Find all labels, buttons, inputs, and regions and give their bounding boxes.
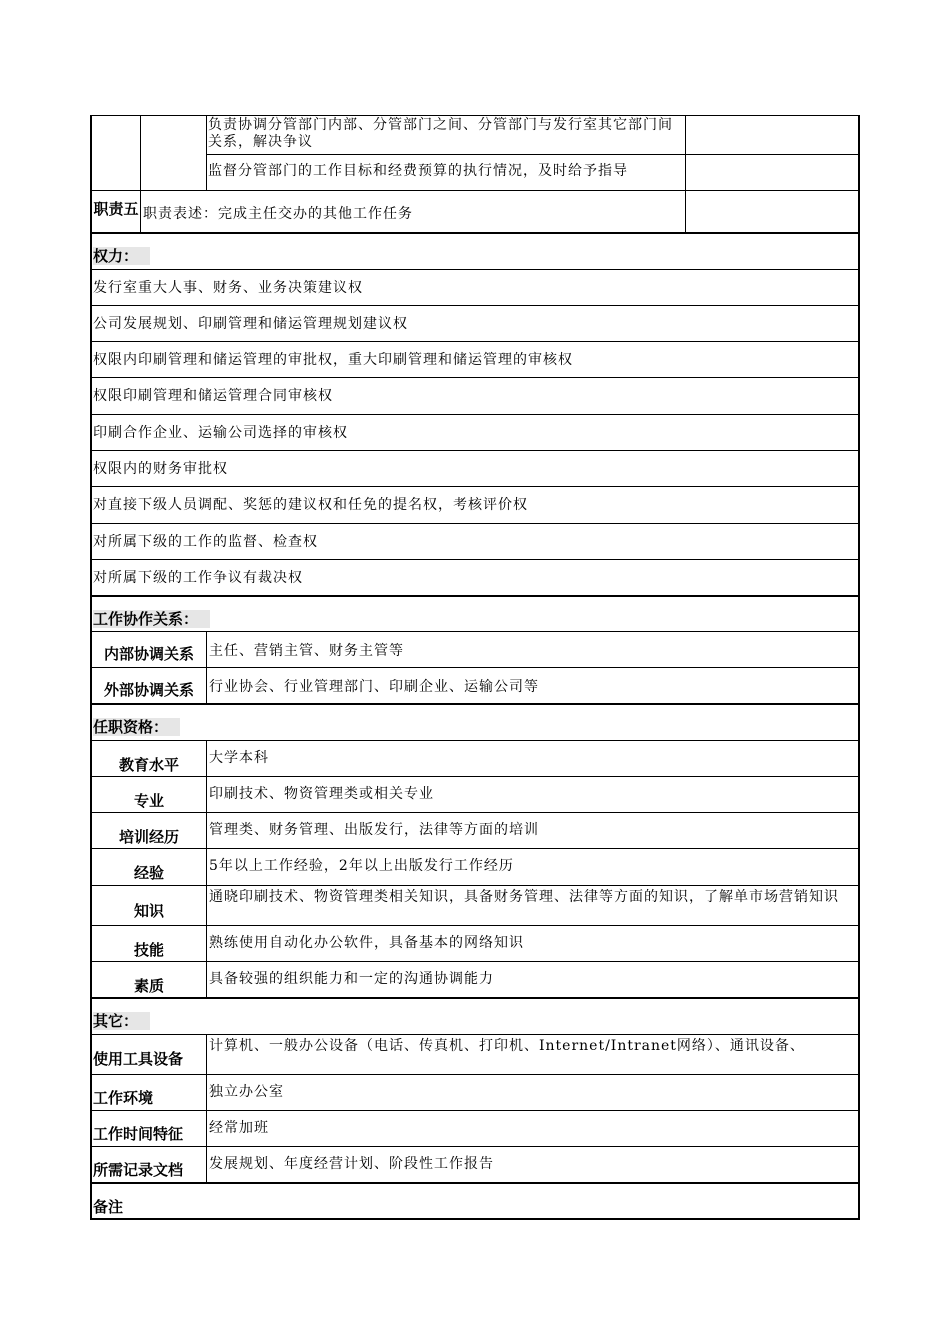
qualification-row bbox=[90, 962, 860, 997]
other-row bbox=[90, 1147, 860, 1182]
power-item bbox=[90, 316, 860, 336]
duty-row bbox=[90, 117, 860, 154]
row-divider bbox=[90, 450, 860, 451]
other-label: 工作时间特征 bbox=[93, 1125, 184, 1143]
relations-heading-row bbox=[90, 598, 860, 631]
other-row bbox=[90, 1111, 860, 1146]
qualification-row bbox=[90, 741, 860, 776]
qualification-label: 知识 bbox=[133, 902, 164, 920]
other-label: 使用工具设备 bbox=[93, 1050, 184, 1068]
qualification-label: 技能 bbox=[133, 941, 164, 959]
other-value: 经常加班 bbox=[209, 1120, 269, 1136]
qualifications-heading-row bbox=[90, 706, 860, 739]
power-item bbox=[90, 352, 860, 372]
relation-row bbox=[90, 668, 860, 703]
section-divider bbox=[90, 595, 860, 597]
power-text: 对所属下级的工作争议有裁决权 bbox=[93, 570, 303, 586]
duty5-label: 职责五 bbox=[93, 200, 139, 218]
qualification-label: 教育水平 bbox=[118, 756, 179, 774]
table-bottom-border bbox=[90, 1218, 860, 1220]
power-item bbox=[90, 388, 860, 408]
row-divider bbox=[90, 377, 860, 378]
power-text: 对所属下级的工作的监督、检查权 bbox=[93, 534, 318, 550]
row-divider bbox=[90, 305, 860, 306]
power-text: 印刷合作企业、运输公司选择的审核权 bbox=[93, 425, 348, 441]
row-divider bbox=[90, 486, 860, 487]
section-divider bbox=[90, 1182, 860, 1184]
power-text: 公司发展规划、印刷管理和储运管理规划建议权 bbox=[93, 316, 408, 332]
other-value: 独立办公室 bbox=[209, 1084, 284, 1100]
relation-value: 行业协会、行业管理部门、印刷企业、运输公司等 bbox=[209, 679, 539, 695]
power-text: 权限内的财务审批权 bbox=[93, 461, 228, 477]
power-item bbox=[90, 280, 860, 300]
row-divider bbox=[206, 154, 860, 155]
power-text: 对直接下级人员调配、奖惩的建议权和任免的提名权，考核评价权 bbox=[93, 497, 528, 513]
relation-row bbox=[90, 632, 860, 667]
row-divider bbox=[90, 559, 860, 560]
qualification-row bbox=[90, 849, 860, 884]
remarks-row bbox=[90, 1185, 860, 1218]
power-text: 发行室重大人事、财务、业务决策建议权 bbox=[93, 280, 363, 296]
relation-label: 内部协调关系 bbox=[103, 645, 194, 663]
row-divider bbox=[90, 269, 860, 270]
other-value: 发展规划、年度经营计划、阶段性工作报告 bbox=[209, 1156, 494, 1172]
relation-value: 主任、营销主管、财务主管等 bbox=[209, 643, 404, 659]
power-text: 权限印刷管理和储运管理合同审核权 bbox=[93, 388, 333, 404]
other-value: 计算机、一般办公设备（电话、传真机、打印机、Internet/Intranet网络）、通讯设备、 bbox=[209, 1038, 805, 1054]
powers-heading-row bbox=[90, 235, 860, 268]
remarks-label: 备注 bbox=[93, 1198, 124, 1216]
qualification-value: 5年以上工作经验，2年以上出版发行工作经历 bbox=[209, 858, 514, 874]
qualification-row bbox=[90, 813, 860, 848]
other-label: 所需记录文档 bbox=[93, 1161, 184, 1179]
power-item bbox=[90, 461, 860, 481]
other-row bbox=[90, 1035, 860, 1073]
others-heading: 其它： bbox=[93, 1012, 150, 1030]
qualification-value: 通晓印刷技术、物资管理类相关知识，具备财务管理、法律等方面的知识，了解单市场营销知识 bbox=[209, 889, 839, 905]
qualification-label: 素质 bbox=[133, 977, 164, 995]
qualification-value: 大学本科 bbox=[209, 750, 269, 766]
relations-heading: 工作协作关系： bbox=[93, 610, 210, 628]
section-divider bbox=[90, 703, 860, 705]
power-item bbox=[90, 425, 860, 445]
others-heading-row bbox=[90, 1000, 860, 1033]
qualification-value: 熟练使用自动化办公软件，具备基本的网络知识 bbox=[209, 935, 524, 951]
qualification-label: 培训经历 bbox=[118, 828, 179, 846]
duty-row bbox=[90, 163, 860, 189]
row-divider bbox=[90, 341, 860, 342]
qualification-value: 印刷技术、物资管理类或相关专业 bbox=[209, 786, 434, 802]
qualification-row bbox=[90, 926, 860, 961]
qualifications-heading: 任职资格： bbox=[93, 718, 180, 736]
duty-text: 监督分管部门的工作目标和经费预算的执行情况，及时给予指导 bbox=[208, 163, 628, 179]
power-item bbox=[90, 570, 860, 590]
powers-heading: 权力： bbox=[93, 247, 150, 265]
qualification-row bbox=[90, 777, 860, 812]
row-divider bbox=[90, 414, 860, 415]
other-row bbox=[90, 1075, 860, 1110]
section-divider bbox=[90, 997, 860, 999]
power-item bbox=[90, 497, 860, 517]
qualification-label: 专业 bbox=[133, 792, 164, 810]
power-text: 权限内印刷管理和储运管理的审批权，重大印刷管理和储运管理的审核权 bbox=[93, 352, 573, 368]
duty5-text: 职责表述：完成主任交办的其他工作任务 bbox=[143, 206, 413, 222]
duty5-row bbox=[90, 191, 860, 233]
duty-text: 负责协调分管部门内部、分管部门之间、分管部门与发行室其它部门间关系，解决争议 bbox=[208, 117, 673, 150]
section-divider bbox=[90, 232, 860, 234]
qualification-value: 具备较强的组织能力和一定的沟通协调能力 bbox=[209, 971, 494, 987]
relation-label: 外部协调关系 bbox=[103, 681, 194, 699]
row-divider bbox=[90, 523, 860, 524]
qualification-value: 管理类、财务管理、出版发行，法律等方面的培训 bbox=[209, 822, 539, 838]
other-label: 工作环境 bbox=[93, 1089, 154, 1107]
qualification-row bbox=[90, 886, 860, 924]
qualification-label: 经验 bbox=[133, 864, 164, 882]
power-item bbox=[90, 534, 860, 554]
